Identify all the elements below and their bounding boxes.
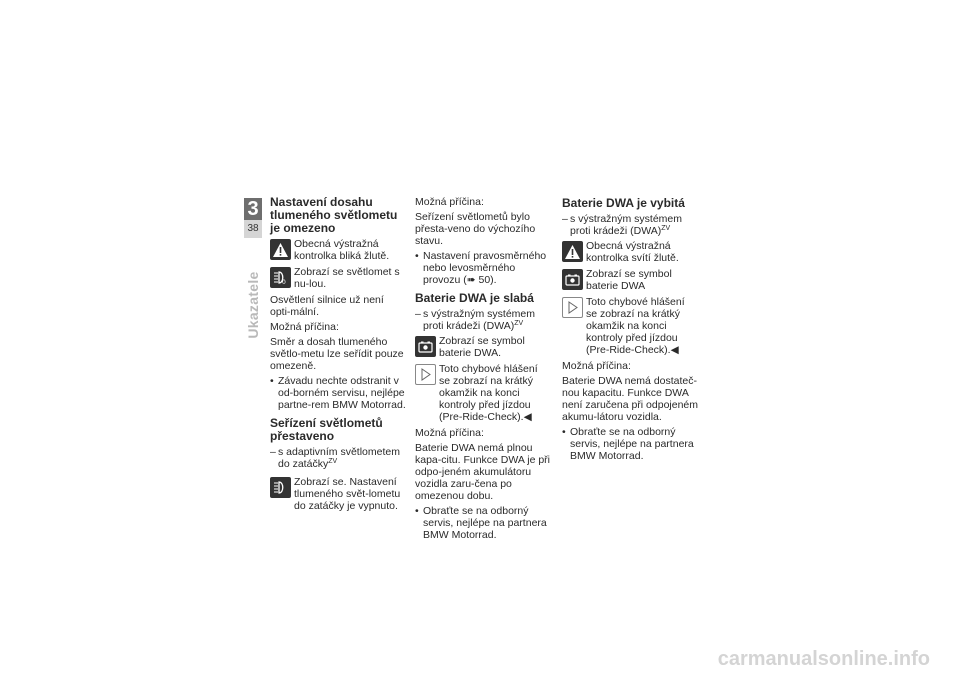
warning-triangle-icon bbox=[562, 241, 583, 262]
icon-description: Obecná výstražná kontrolka svítí žlutě. bbox=[586, 240, 679, 264]
paragraph: Možná příčina: bbox=[415, 196, 484, 208]
dash-item: – s výstražným systémem proti krádeži (DWA)$^{ZV}$ bbox=[415, 308, 536, 332]
dash-item: – s adaptivním světlometem do zatáčky$^{ZV}$ bbox=[270, 446, 400, 470]
dwa-battery-icon bbox=[562, 269, 583, 290]
icon-description: Zobrazí se. Nastavení tlumeného svět-lometu do zatáčky je vypnuto. bbox=[294, 476, 401, 512]
icon-description: Obecná výstražná kontrolka bliká žlutě. bbox=[294, 238, 390, 262]
column-1 bbox=[270, 196, 406, 516]
icon-row bbox=[415, 363, 551, 423]
section-label: Ukazatele bbox=[245, 271, 261, 339]
icon-description: Toto chybové hlášení se zobrazí na krátký okamžik na konci kontroly před jízdou (Pre-Ride-Check).◀ bbox=[439, 363, 538, 423]
paragraph: Možná příčina: bbox=[415, 427, 484, 439]
icon-description: Toto chybové hlášení se zobrazí na krátký okamžik na konci kontroly před jízdou (Pre-Ride-Check).◀ bbox=[586, 296, 685, 356]
heading-dwa-empty: Baterie DWA je vybitá bbox=[562, 196, 685, 210]
paragraph: Seřízení světlometů bylo přesta-veno do výchozího stavu. bbox=[415, 211, 536, 247]
icon-row bbox=[270, 238, 406, 262]
icon-row bbox=[562, 296, 698, 356]
chapter-tab bbox=[244, 198, 262, 238]
bullet-item: • Obraťte se na odborný servis, nejlépe na partnera BMW Motorrad. bbox=[415, 505, 547, 541]
paragraph: Baterie DWA nemá dostateč-nou kapacitu. Funkce DWA není zaručena při odpojeném akumu-látoru vozidla. bbox=[562, 375, 699, 423]
paragraph: Osvětlení silnice už není opti-mální. bbox=[270, 294, 384, 318]
svg-text:0: 0 bbox=[282, 279, 286, 286]
dash-item: – s výstražným systémem proti krádeži (DWA)$^{ZV}$ bbox=[562, 213, 683, 237]
page-number: 38 bbox=[244, 220, 262, 238]
paragraph: Možná příčina: bbox=[562, 360, 631, 372]
paragraph: Směr a dosah tlumeného světlo-metu lze seřídit pouze omezeně. bbox=[270, 336, 404, 372]
bullet-item: • Nastavení pravosměrného nebo levosměrného provozu (➠ 50). bbox=[415, 250, 547, 286]
icon-row bbox=[415, 335, 551, 359]
icon-description: Zobrazí se světlomet s nu-lou. bbox=[294, 266, 400, 290]
heading-dwa-weak: Baterie DWA je slabá bbox=[415, 291, 534, 305]
icon-description: Zobrazí se symbol baterie DWA. bbox=[439, 335, 525, 359]
icon-row bbox=[270, 266, 406, 290]
heading-headlight-adjust: Seřízení světlometů přestaveno bbox=[270, 416, 383, 443]
dwa-battery-icon bbox=[415, 336, 436, 357]
bullet-item: • Závadu nechte odstranit v od-borném servisu, nejlépe partne-rem BMW Motorrad. bbox=[270, 375, 406, 411]
icon-row bbox=[562, 268, 698, 292]
play-triangle-icon bbox=[562, 297, 583, 318]
headlight-icon bbox=[270, 267, 291, 288]
warning-triangle-icon bbox=[270, 239, 291, 260]
play-triangle-icon bbox=[415, 364, 436, 385]
headlight-icon bbox=[270, 477, 291, 498]
bullet-item: • Obraťte se na odborný servis, nejlépe na partnera BMW Motorrad. bbox=[562, 426, 694, 462]
column-2 bbox=[415, 196, 551, 544]
icon-row bbox=[562, 240, 698, 264]
icon-description: Zobrazí se symbol baterie DWA bbox=[586, 268, 672, 292]
watermark: carmanualsonline.info bbox=[717, 648, 930, 670]
paragraph: Baterie DWA nemá plnou kapa-citu. Funkce DWA je při odpo-jeném akumulátoru vozidla zaru-čena po omezenou dobu. bbox=[415, 442, 550, 502]
heading-headlight-range: Nastavení dosahu tlumeného světlometu je omezeno bbox=[270, 195, 398, 235]
column-3 bbox=[562, 196, 698, 465]
icon-row bbox=[270, 476, 406, 512]
chapter-number: 3 bbox=[247, 198, 259, 220]
paragraph: Možná příčina: bbox=[270, 321, 339, 333]
